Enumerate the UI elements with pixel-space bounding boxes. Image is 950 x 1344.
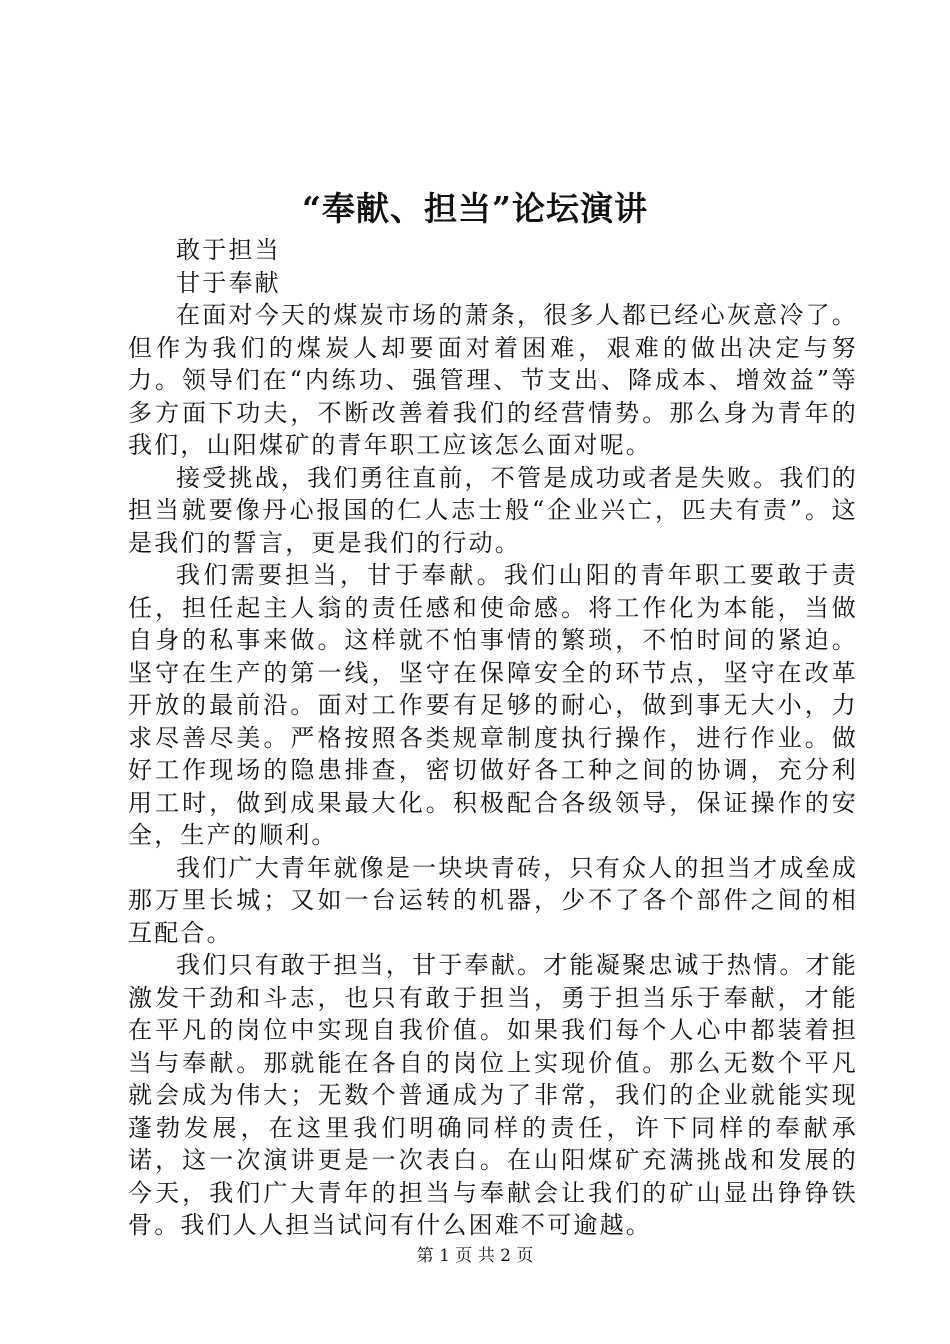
page-number: 第 1 页 共 2 页 <box>416 1246 534 1266</box>
paragraph-line: 甘于奉献 <box>176 268 281 297</box>
paragraph: 接受挑战，我们勇往直前，不管是成功或者是失败。我们的担当就要像丹心报国的仁人志士般“企业兴亡，匹夫有责”。这是我们的誓言，更是我们的行动。 <box>128 463 858 557</box>
paragraph: 我们广大青年就像是一块块青砖，只有众人的担当才成垒成那万里长城；又如一台运转的机器，少不了各个部件之间的相互配合。 <box>128 853 858 947</box>
document-body <box>128 234 858 1242</box>
document-title: “奉献、担当”论坛演讲 <box>302 189 648 228</box>
paragraph: 我们只有敢于担当，甘于奉献。才能凝聚忠诚于热情。才能激发干劲和斗志，也只有敢于担当，勇于担当乐于奉献，才能在平凡的岗位中实现自我价值。如果我们每个人心中都装着担当与奉献。那就能在各自的岗位上实现价值。那么无数个平凡就会成为伟大；无数个普通成为了非常，我们的企业就能实现蓬勃发展，在这里我们明确同样的责任，许下同样的奉献承诺，这一次演讲更是一次表白。在山阳煤矿充满挑战和发展的今天，我们广大青年的担当与奉献会让我们的矿山显出铮铮铁骨。我们人人担当试问有什么困难不可逾越。 <box>128 951 858 1239</box>
paragraph: 在面对今天的煤炭市场的萧条，很多人都已经心灰意冷了。但作为我们的煤炭人却要面对着困难，艰难的做出决定与努力。领导们在“内练功、强管理、节支出、降成本、增效益”等多方面下功夫，不断改善着我们的经营情势。那么身为青年的我们，山阳煤矿的青年职工应该怎么面对呢。 <box>128 301 858 459</box>
paragraph: 我们需要担当，甘于奉献。我们山阳的青年职工要敢于责任，担任起主人翁的责任感和使命感。将工作化为本能，当做自身的私事来做。这样就不怕事情的繁琐，不怕时间的紧迫。坚守在生产的第一线，坚守在保障安全的环节点，坚守在改革开放的最前沿。面对工作要有足够的耐心，做到事无大小，力求尽善尽美。严格按照各类规章制度执行操作，进行作业。做好工作现场的隐患排查，密切做好各工种之间的协调，充分利用工时，做到成果最大化。积极配合各级领导，保证操作的安全，生产的顺利。 <box>128 561 858 849</box>
paragraph-line: 敢于担当 <box>176 236 281 264</box>
